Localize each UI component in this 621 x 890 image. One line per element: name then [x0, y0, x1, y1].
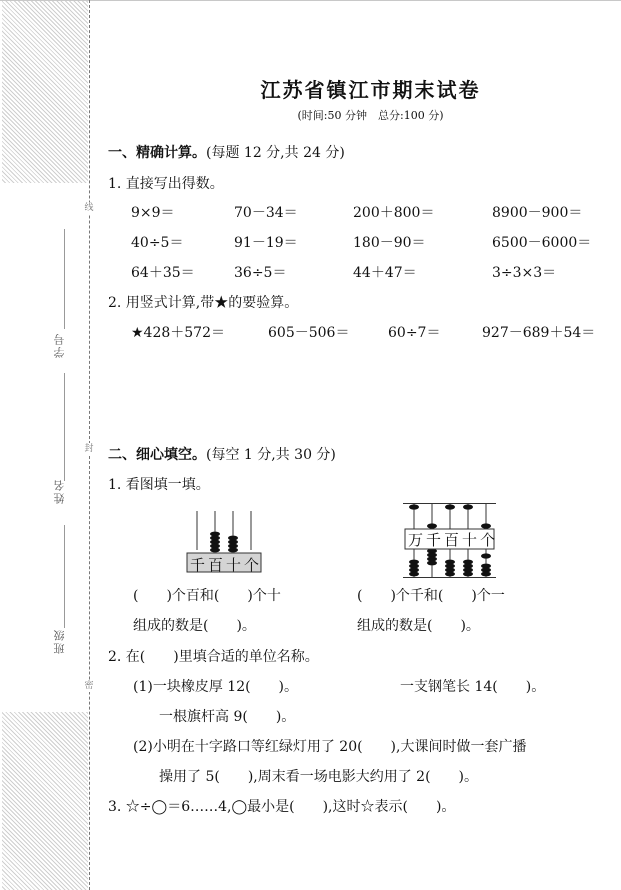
s1-q2-label: 2. 用竖式计算,带★的要验算。: [108, 295, 299, 311]
place-tens: 十: [462, 531, 481, 549]
class-label: 班级: [53, 628, 66, 654]
calc-item: 8900－900＝: [492, 205, 583, 221]
unit-time-line2[interactable]: 操用了 5( ),周末看一场电影大约用了 2( )。: [159, 769, 479, 785]
unit-flagpole[interactable]: 一根旗杆高 9( )。: [159, 709, 296, 725]
calc-item: 44＋47＝: [353, 265, 417, 281]
calc-item: 180－90＝: [353, 235, 426, 251]
calc-item: 200＋800＝: [353, 205, 435, 221]
name-field-line-top: [64, 373, 65, 481]
calc-item: 91－19＝: [234, 235, 298, 251]
s2-q3[interactable]: 3. ☆÷◯＝6……4,◯最小是( ),这时☆表示( )。: [108, 799, 456, 815]
unit-time-line1[interactable]: (2)小明在十字路口等红绿灯用了 20( ),大课间时做一套广播: [133, 739, 527, 755]
section2-heading: [108, 444, 336, 464]
exam-title: 江苏省镇江市期末试卷: [260, 78, 481, 102]
abacus-right-labels: [408, 529, 498, 550]
name-label: 姓名: [53, 478, 66, 504]
exam-subtitle: (时间:50 分钟 总分:100 分): [297, 109, 444, 122]
name-field-line[interactable]: [64, 525, 65, 628]
vertical-calc-item: 60÷7＝: [388, 325, 441, 341]
place-thousands: 千: [190, 556, 209, 574]
abacus-left-labels: [190, 554, 262, 575]
place-ten-thousands: 万: [408, 531, 427, 549]
unit-pen[interactable]: 一支钢笔长 14( )。: [400, 679, 546, 695]
calc-item: 40÷5＝: [131, 235, 184, 251]
margin-hatch-bottom: [2, 712, 88, 890]
vertical-calc-item: 605－506＝: [268, 325, 350, 341]
abacus-left-answer-2[interactable]: 组成的数是( )。: [133, 618, 256, 634]
calc-item: 3÷3×3＝: [492, 265, 557, 281]
s1-q1-label: 1. 直接写出得数。: [108, 176, 224, 192]
section1-heading: [108, 142, 345, 162]
calc-item: 6500－6000＝: [492, 235, 592, 251]
vertical-calc-item: ★428＋572＝: [131, 325, 225, 341]
place-hundreds: 百: [444, 531, 463, 549]
place-tens: 十: [226, 556, 245, 574]
s2-q1-label: 1. 看图填一填。: [108, 477, 210, 493]
calc-item: 36÷5＝: [234, 265, 287, 281]
abacus-right-answer-2[interactable]: 组成的数是( )。: [357, 618, 480, 634]
cut-mark-secret: 密: [84, 681, 94, 691]
place-hundreds: 百: [208, 556, 227, 574]
section2-title: 二、细心填空。: [108, 447, 206, 463]
s2-q2-label: 2. 在( )里填合适的单位名称。: [108, 649, 319, 665]
student-id-field-line[interactable]: [64, 229, 65, 329]
calc-item: 70－34＝: [234, 205, 298, 221]
unit-eraser[interactable]: (1)一块橡皮厚 12( )。: [133, 679, 299, 695]
abacus-left-answer-1[interactable]: ( )个百和( )个十: [133, 588, 281, 604]
vertical-calc-item: 927－689＋54＝: [482, 325, 596, 341]
section2-note: (每空 1 分,共 30 分): [206, 447, 336, 463]
place-ones: 个: [244, 556, 263, 574]
cut-mark-seal: 封: [84, 444, 94, 454]
cut-mark-line: 线: [84, 203, 94, 213]
place-thousands: 千: [426, 531, 445, 549]
calc-item: 64＋35＝: [131, 265, 195, 281]
page-top-border: [0, 0, 621, 1]
place-ones: 个: [480, 531, 499, 549]
student-id-label: 学号: [53, 332, 66, 358]
abacus-right-answer-1[interactable]: ( )个千和( )个一: [357, 588, 505, 604]
section1-note: (每题 12 分,共 24 分): [206, 145, 345, 161]
section1-title: 一、精确计算。: [108, 145, 206, 161]
calc-item: 9×9＝: [131, 205, 175, 221]
